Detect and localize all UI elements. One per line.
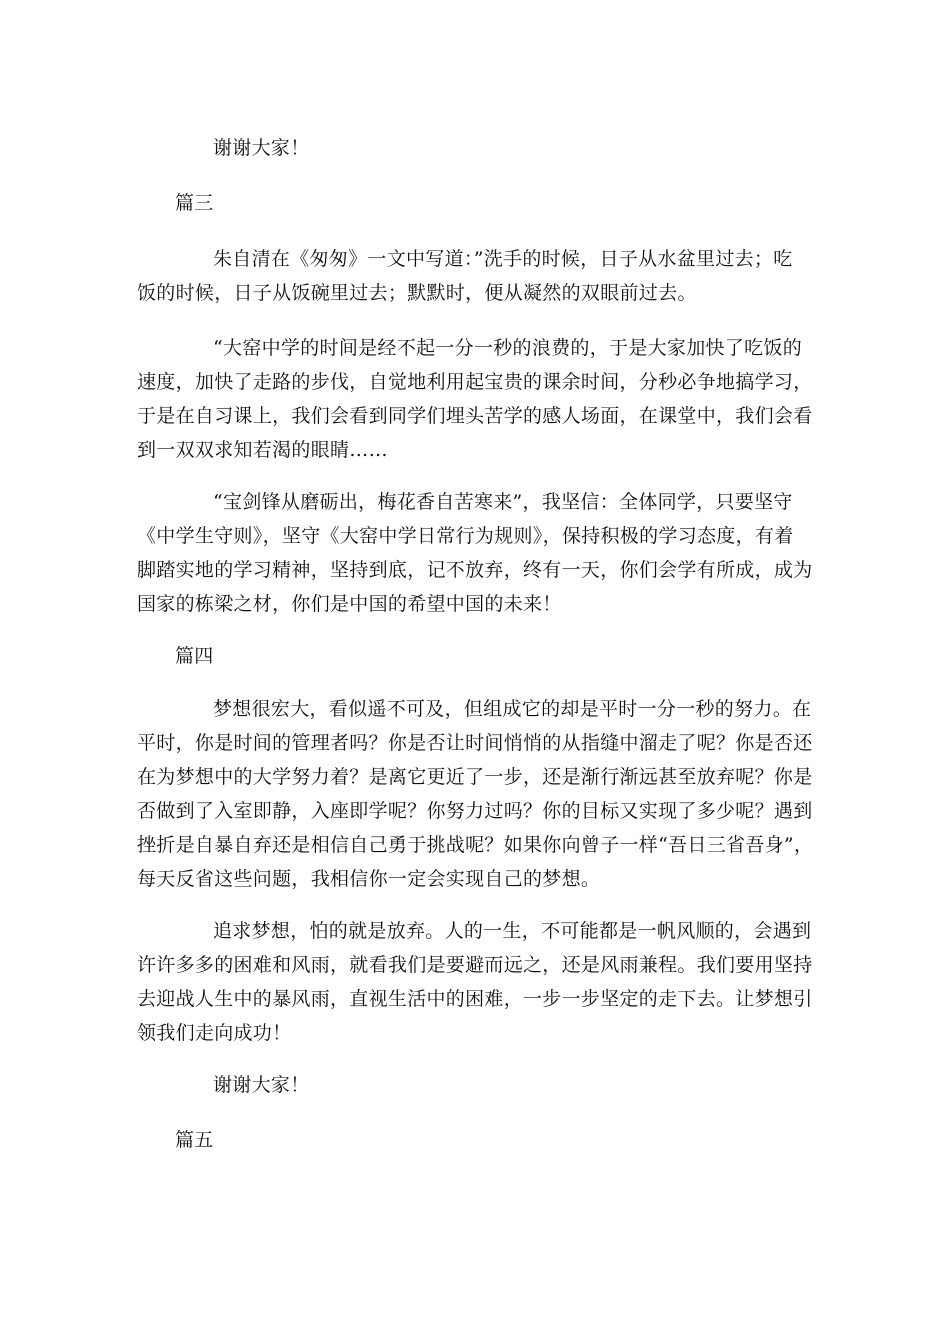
paragraph-line: 在为梦想中的大学努力着？是离它更近了一步，还是渐行渐远甚至放弃呢？你是 [137,766,813,788]
paragraph-line: 朱自清在《匆匆》一文中写道：”洗手的时候，日子从水盆里过去；吃 [213,248,793,270]
paragraph-line: 饭的时候，日子从饭碗里过去；默默时，便从凝然的双眼前过去。 [137,282,697,304]
paragraph-line: 梦想很宏大，看似遥不可及，但组成它的却是平时一分一秒的努力。在 [213,698,812,720]
paragraph-line: 国家的栋梁之材，你们是中国的希望中国的未来！ [137,593,562,615]
closing-line: 谢谢大家！ [213,137,310,159]
paragraph-line: 否做到了入室即静，入座即学呢？你努力过吗？你的目标又实现了多少呢？遇到 [137,800,813,822]
paragraph-line: 每天反省这些问题，我相信你一定会实现自己的梦想。 [137,868,601,890]
closing-line: 谢谢大家！ [213,1074,310,1096]
paragraph-line: 平时，你是时间的管理者吗？你是否让时间悄悄的从指缝中溜走了呢？你是否还 [137,732,813,754]
section-heading: 篇四 [175,645,214,667]
paragraph-line: “大窑中学的时间是经不起一分一秒的浪费的，于是大家加快了吃饭的 [213,337,803,359]
paragraph-line: 《中学生守则》，坚守《大窑中学日常行为规则》，保持积极的学习态度，有着 [137,525,794,547]
paragraph-line: 去迎战人生中的暴风雨，直视生活中的困难，一步一步坚定的走下去。让梦想引 [137,988,813,1010]
paragraph-line: 速度，加快了走路的步伐，自觉地利用起宝贵的课余时间，分秒必争地搞学习， [137,371,813,393]
section-heading: 篇三 [175,192,214,214]
paragraph-line: 脚踏实地的学习精神，坚持到底，记不放弃，终有一天，你们会学有所成，成为 [137,559,813,581]
paragraph-line: 领我们走向成功！ [137,1022,292,1044]
paragraph-line: 于是在自习课上，我们会看到同学们埋头苦学的感人场面，在课堂中，我们会看 [137,405,813,427]
paragraph-line: “宝剑锋从磨砺出，梅花香自苦寒来”，我坚信：全体同学，只要坚守 [213,491,793,513]
paragraph-line: 到一双双求知若渴的眼睛…… [137,439,388,461]
paragraph-line: 挫折是自暴自弃还是相信自己勇于挑战呢？如果你向曾子一样“吾日三省吾身”， [137,834,814,856]
paragraph-line: 追求梦想，怕的就是放弃。人的一生，不可能都是一帆风顺的，会遇到 [213,920,812,942]
section-heading: 篇五 [175,1129,214,1151]
paragraph-line: 许许多多的困难和风雨，就看我们是要避而远之，还是风雨兼程。我们要用坚持 [137,954,813,976]
